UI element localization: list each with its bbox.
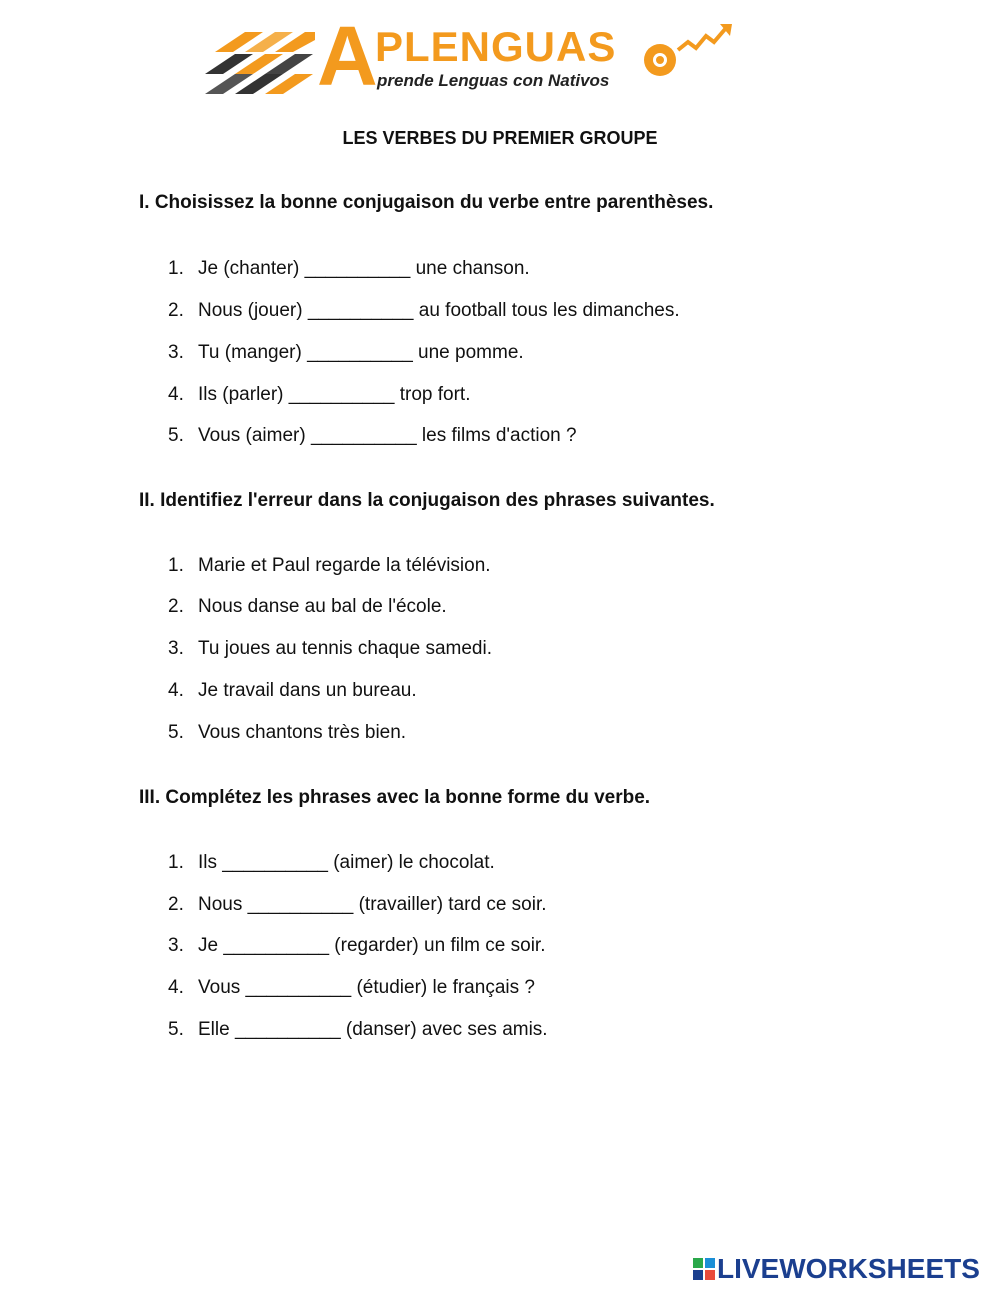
item-text: Je __________ (regarder) un film ce soir. (198, 935, 546, 956)
item-text: Nous danse au bal de l'école. (198, 596, 447, 617)
liveworksheets-wordmark: LIVEWORKSHEETS (717, 1253, 980, 1284)
section-1-heading: I. Choisissez la bonne conjugaison du verbe entre parenthèses. (139, 192, 714, 213)
list-item (168, 935, 545, 957)
list-item (168, 977, 535, 999)
logo-wordmark: PLENGUAS (375, 23, 617, 70)
list-item (168, 596, 447, 618)
logo-tagline: prende Lenguas con Nativos (377, 71, 610, 90)
item-text: Tu joues au tennis chaque samedi. (198, 638, 492, 659)
item-number: 4. (168, 680, 184, 701)
section-3-heading: III. Complétez les phrases avec la bonne forme du verbe. (139, 787, 651, 808)
item-text: Vous __________ (étudier) le français ? (198, 977, 535, 998)
item-number: 5. (168, 722, 184, 743)
item-number: 3. (168, 638, 184, 659)
item-number: 1. (168, 852, 184, 873)
item-text: Elle __________ (danser) avec ses amis. (198, 1019, 548, 1040)
item-text: Je (chanter) __________ une chanson. (198, 258, 530, 279)
item-number: 4. (168, 384, 184, 405)
section-2-heading: II. Identifiez l'erreur dans la conjugaison des phrases suivantes. (139, 490, 715, 511)
item-number: 5. (168, 1019, 184, 1040)
item-number: 2. (168, 300, 184, 321)
page-title: LES VERBES DU PREMIER GROUPE (342, 128, 658, 148)
aplenguas-logo (205, 9, 735, 103)
item-text: Vous (aimer) __________ les films d'action ? (198, 425, 577, 446)
item-number: 2. (168, 596, 184, 617)
item-text: Je travail dans un bureau. (198, 680, 417, 701)
list-item (168, 722, 406, 744)
item-text: Ils __________ (aimer) le chocolat. (198, 852, 495, 873)
item-number: 2. (168, 894, 184, 915)
item-text: Nous __________ (travailler) tard ce soir. (198, 894, 547, 915)
list-item (168, 425, 577, 447)
item-number: 5. (168, 425, 184, 446)
list-item (168, 680, 417, 702)
list-item (168, 258, 530, 280)
item-text: Nous (jouer) __________ au football tous les dimanches. (198, 300, 680, 321)
item-text: Vous chantons très bien. (198, 722, 407, 743)
item-number: 4. (168, 977, 184, 998)
logo-blocks-graphic (205, 32, 317, 102)
list-item (168, 300, 680, 322)
liveworksheets-badge-icon (693, 1258, 715, 1280)
item-number: 1. (168, 258, 184, 279)
list-item (168, 342, 524, 364)
item-number: 3. (168, 935, 184, 956)
item-number: 3. (168, 342, 184, 363)
list-item (168, 384, 471, 406)
list-item (168, 894, 547, 916)
item-text: Marie et Paul regarde la télévision. (198, 555, 491, 576)
list-item (168, 555, 491, 577)
list-item (168, 852, 495, 874)
list-item (168, 638, 492, 660)
head-growth-icon (640, 20, 735, 90)
list-item (168, 1019, 548, 1041)
item-text: Ils (parler) __________ trop fort. (198, 384, 471, 405)
logo-letter-a: A (317, 9, 378, 103)
item-number: 1. (168, 555, 184, 576)
item-text: Tu (manger) __________ une pomme. (198, 342, 524, 363)
